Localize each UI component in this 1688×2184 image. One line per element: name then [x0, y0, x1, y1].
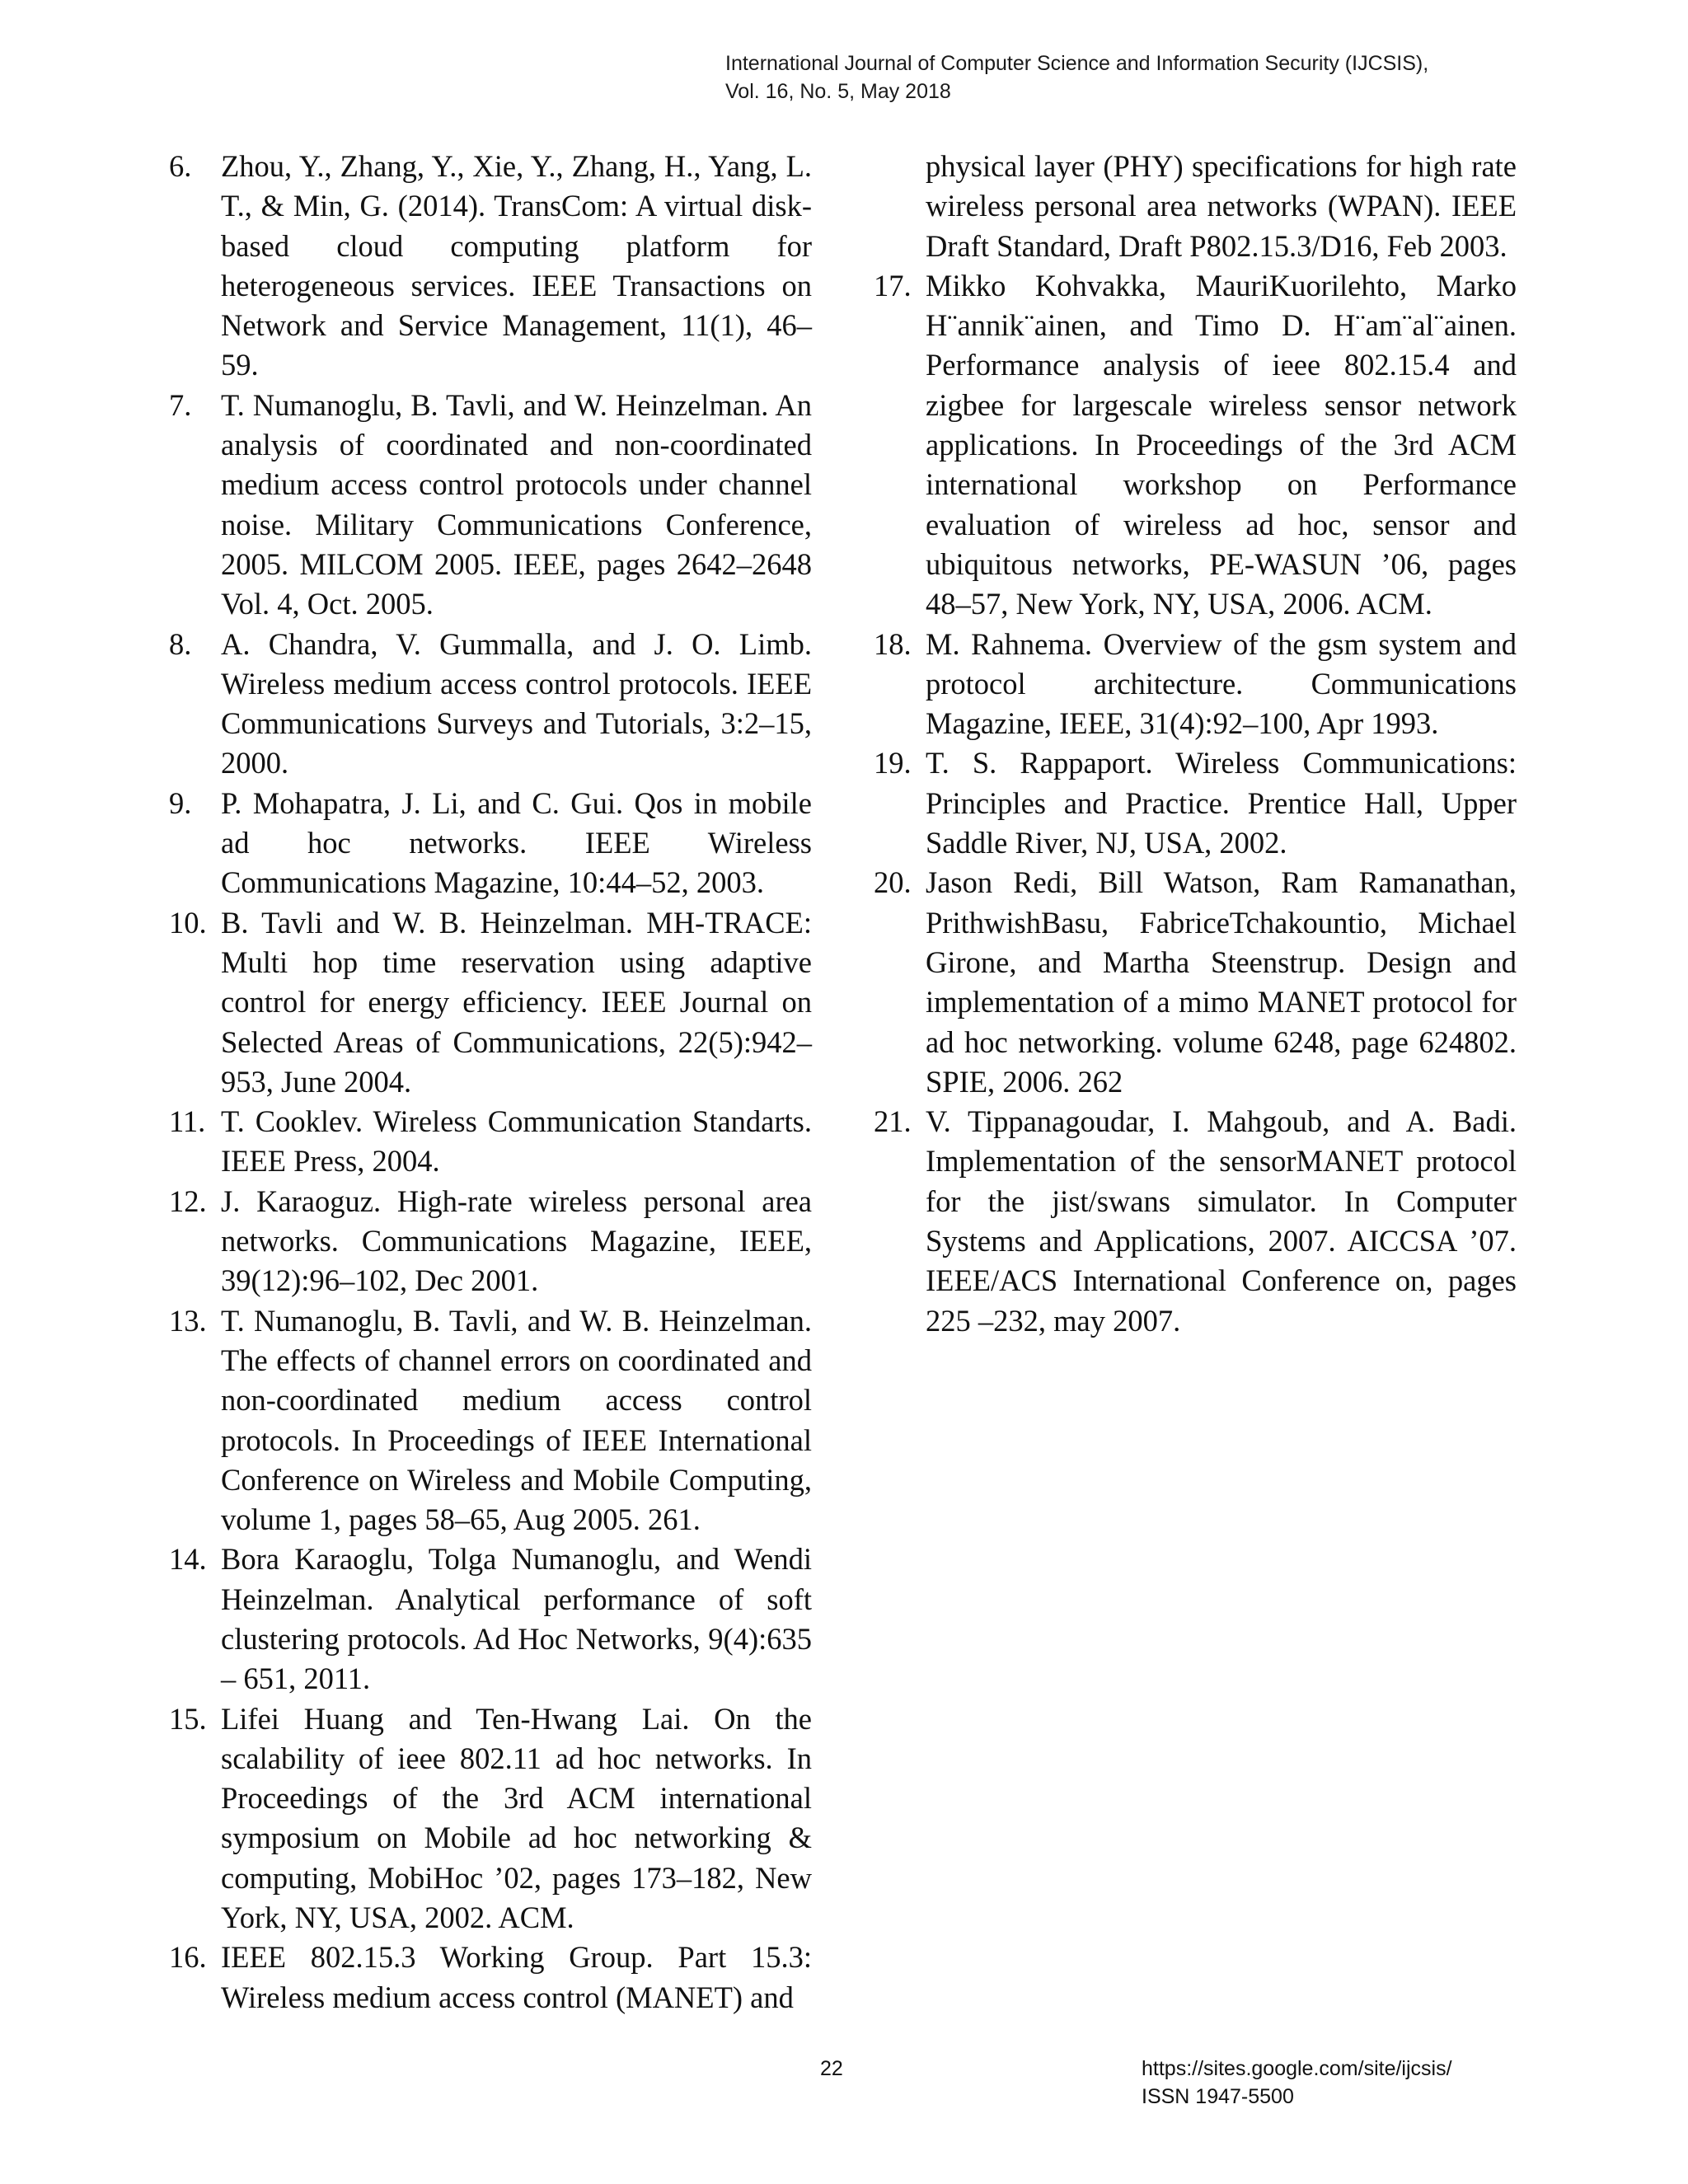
reference-number: 8.	[169, 626, 192, 661]
reference-item	[169, 1540, 812, 1699]
reference-item	[874, 863, 1517, 1102]
reference-item	[874, 1102, 1517, 1341]
reference-number: 17.	[874, 268, 912, 302]
reference-text: Lifei Huang and Ten-Hwang Lai. On the scalability of ieee 802.11 ad hoc networks. In Proceedings of the 3rd ACM international symposium on Mobile ad hoc networking & computing, MobiHoc ’02, pages 173–182, New York, NY, USA, 2002. ACM.	[221, 1701, 812, 1935]
reference-text: Bora Karaoglu, Tolga Numanoglu, and Wendi Heinzelman. Analytical performance of soft clustering protocols. Ad Hoc Networks, 9(4):635 – 651, 2011.	[221, 1542, 812, 1696]
reference-text: IEEE 802.15.3 Working Group. Part 15.3: Wireless medium access control (MANET) and	[221, 1940, 812, 2014]
reference-number: 11.	[169, 1104, 206, 1139]
reference-number: 14.	[169, 1542, 207, 1577]
reference-item	[169, 1699, 812, 1938]
reference-number: 12.	[169, 1183, 207, 1218]
reference-item	[169, 1301, 812, 1540]
reference-item	[874, 625, 1517, 744]
reference-item	[874, 743, 1517, 863]
reference-text: J. Karaoguz. High-rate wireless personal area networks. Communications Magazine, IEEE, 39(12):96–102, Dec 2001.	[221, 1183, 812, 1298]
reference-text: physical layer (PHY) specifications for high rate wireless personal area networks (WPAN). IEEE Draft Standard, Draft P802.15.3/D16, Feb 2003.	[926, 149, 1517, 263]
reference-text: T. Numanoglu, B. Tavli, and W. Heinzelman. An analysis of coordinated and non-coordinated medium access control protocols under channel noise. Military Communications Conference, 2005. MILCOM 2005. IEEE, pages 2642–2648 Vol. 4, Oct. 2005.	[221, 387, 812, 621]
reference-number: 20.	[874, 865, 912, 900]
reference-item-continued	[874, 147, 1517, 266]
reference-number: 19.	[874, 746, 912, 780]
reference-text: B. Tavli and W. B. Heinzelman. MH-TRACE: Multi hop time reservation using adaptive control for energy efficiency. IEEE Journal on Selected Areas of Communications, 22(5):942–953, June 2004.	[221, 905, 812, 1099]
reference-number: 10.	[169, 905, 207, 940]
reference-text: Jason Redi, Bill Watson, Ram Ramanathan, PrithwishBasu, FabriceTchakountio, Michael Girone, and Martha Steenstrup. Design and implementation of a mimo MANET protocol for ad hoc networking. volume 6248, page 624802. SPIE, 2006. 262	[926, 865, 1517, 1099]
reference-item	[169, 1938, 812, 2018]
reference-item	[169, 1102, 812, 1182]
reference-text: Mikko Kohvakka, MauriKuorilehto, Marko H¨annik¨ainen, and Timo D. H¨am¨al¨ainen. Performance analysis of ieee 802.15.4 and zigbee for largescale wireless sensor network applications. In Proceedings of the 3rd ACM international workshop on Performance evaluation of wireless ad hoc, sensor and ubiquitous networks, PE-WASUN ’06, pages 48–57, New York, NY, USA, 2006. ACM.	[926, 268, 1517, 621]
reference-number: 18.	[874, 626, 912, 661]
journal-title-line: International Journal of Computer Science and Information Security (IJCSIS),	[725, 52, 1429, 75]
reference-item	[169, 784, 812, 903]
reference-number: 7.	[169, 387, 192, 422]
reference-item	[169, 147, 812, 386]
reference-item	[169, 386, 812, 625]
journal-header	[725, 49, 1550, 105]
reference-text: Zhou, Y., Zhang, Y., Xie, Y., Zhang, H., Yang, L. T., & Min, G. (2014). TransCom: A virtual disk-based cloud computing platform for heterogeneous services. IEEE Transactions on Network and Service Management, 11(1), 46–59.	[221, 149, 812, 382]
reference-text: T. Numanoglu, B. Tavli, and W. B. Heinzelman. The effects of channel errors on coordinated and non-coordinated medium access control protocols. In Proceedings of IEEE International Conference on Wireless and Mobile Computing, volume 1, pages 58–65, Aug 2005. 261.	[221, 1303, 812, 1537]
reference-item	[169, 903, 812, 1102]
journal-volume-line: Vol. 16, No. 5, May 2018	[725, 80, 951, 103]
footer-info	[1142, 2055, 1452, 2111]
reference-text: T. Cooklev. Wireless Communication Standarts. IEEE Press, 2004.	[221, 1104, 812, 1179]
references-left-column	[169, 147, 812, 2018]
reference-text: P. Mohapatra, J. Li, and C. Gui. Qos in mobile ad hoc networks. IEEE Wireless Communications Magazine, 10:44–52, 2003.	[221, 785, 812, 900]
reference-item	[169, 1182, 812, 1301]
reference-text: A. Chandra, V. Gummalla, and J. O. Limb. Wireless medium access control protocols. IEEE Communications Surveys and Tutorials, 3:2–15, 2000.	[221, 626, 812, 780]
reference-number: 16.	[169, 1940, 207, 1975]
reference-number: 13.	[169, 1303, 207, 1338]
reference-text: M. Rahnema. Overview of the gsm system and protocol architecture. Communications Magazine, IEEE, 31(4):92–100, Apr 1993.	[926, 626, 1517, 741]
issn: ISSN 1947-5500	[1142, 2085, 1294, 2108]
reference-text: V. Tippanagoudar, I. Mahgoub, and A. Badi. Implementation of the sensorMANET protocol for the jist/swans simulator. In Computer Systems and Applications, 2007. AICCSA ’07. IEEE/ACS International Conference on, pages 225 –232, may 2007.	[926, 1104, 1517, 1338]
reference-number: 21.	[874, 1104, 912, 1139]
reference-number: 15.	[169, 1701, 207, 1736]
references-right-column	[874, 147, 1517, 1341]
reference-item	[874, 266, 1517, 625]
reference-number: 6.	[169, 149, 192, 183]
journal-site-url: https://sites.google.com/site/ijcsis/	[1142, 2057, 1452, 2080]
reference-number: 9.	[169, 785, 192, 820]
reference-text: T. S. Rappaport. Wireless Communications: Principles and Practice. Prentice Hall, Upper Saddle River, NJ, USA, 2002.	[926, 746, 1517, 860]
page-number: 22	[820, 2057, 843, 2080]
reference-item	[169, 625, 812, 784]
